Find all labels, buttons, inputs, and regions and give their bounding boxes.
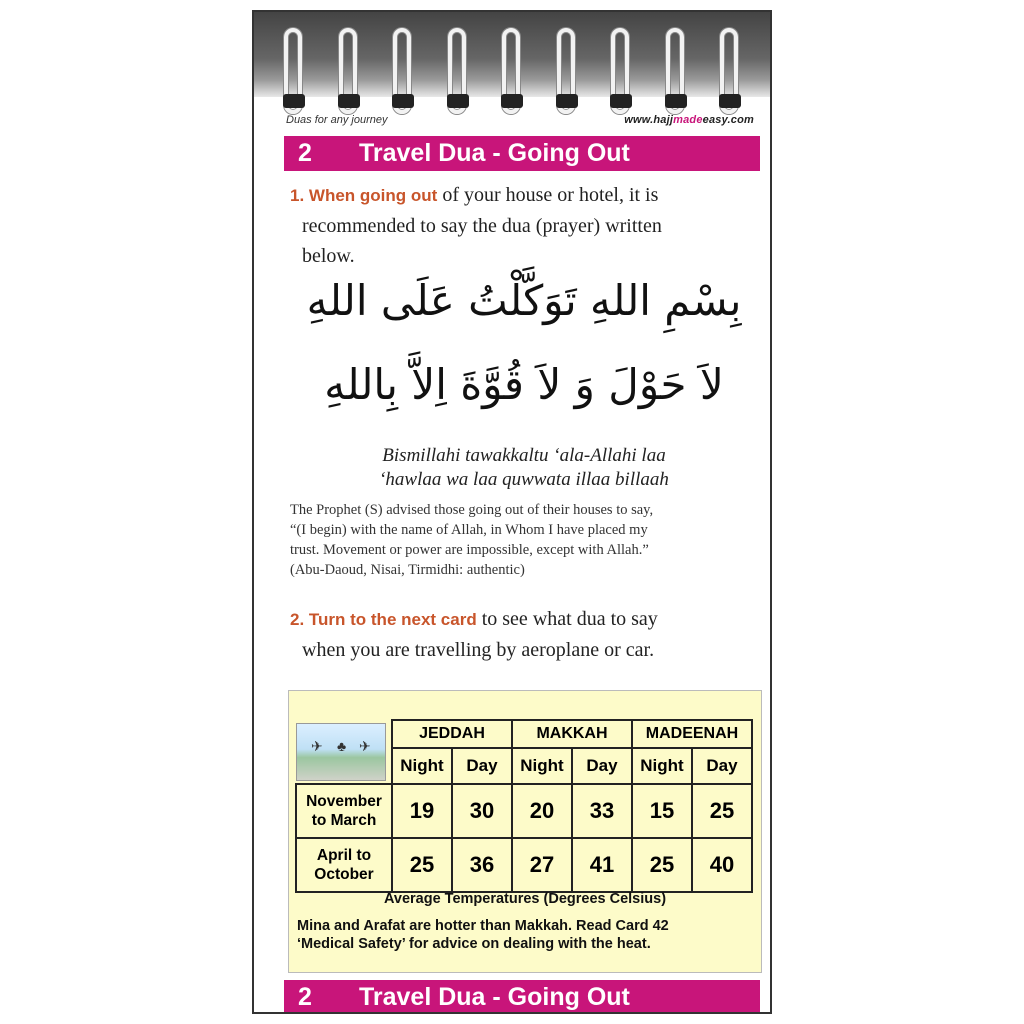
airport-photo: ✈ ♣ ✈ bbox=[296, 723, 386, 781]
day-header: Day bbox=[452, 748, 512, 784]
website-prefix: www.hajj bbox=[624, 114, 674, 126]
temperature-value: 36 bbox=[452, 838, 512, 892]
day-header: Day bbox=[692, 748, 752, 784]
step-1-text-1: of your house or hotel, it is bbox=[442, 184, 659, 206]
binding-ring bbox=[553, 28, 581, 114]
dua-arabic-line-1: بِسْمِ اللهِ تَوَكَّلْتُ عَلَى اللهِ bbox=[306, 276, 742, 325]
flip-card bbox=[252, 10, 772, 1014]
period-cell: November to March bbox=[296, 784, 392, 838]
binding-ring bbox=[716, 28, 744, 114]
day-header: Day bbox=[572, 748, 632, 784]
period-cell: April to October bbox=[296, 838, 392, 892]
step-1 bbox=[290, 180, 770, 271]
website-suffix: easy.com bbox=[702, 114, 754, 126]
binding-ring bbox=[335, 28, 363, 114]
night-header: Night bbox=[512, 748, 572, 784]
title-banner-top bbox=[284, 136, 760, 171]
step-2-text-1: to see what dua to say bbox=[481, 608, 658, 630]
temperature-value: 15 bbox=[632, 784, 692, 838]
heat-note bbox=[297, 917, 757, 953]
step-2-text-2: when you are travelling by aeroplane or car. bbox=[302, 639, 655, 661]
dua-translit-line-2: ‘hawlaa wa laa quwwata illaa billaah bbox=[379, 469, 669, 490]
city-header-jeddah: JEDDAH bbox=[392, 720, 512, 748]
temperature-value: 19 bbox=[392, 784, 452, 838]
city-header-madeenah: MADEENAH bbox=[632, 720, 752, 748]
hadith-line-3: trust. Movement or power are impossible, except with Allah.” bbox=[290, 542, 649, 558]
temperature-value: 30 bbox=[452, 784, 512, 838]
temperature-value: 25 bbox=[692, 784, 752, 838]
table-row bbox=[296, 838, 752, 892]
dua-translit-line-1: Bismillahi tawakkaltu ‘ala-Allahi laa bbox=[382, 445, 666, 466]
website-accent: made bbox=[673, 114, 703, 126]
website-url[interactable] bbox=[624, 114, 754, 126]
temperature-info-box bbox=[288, 690, 762, 973]
step-1-text-3: below. bbox=[302, 245, 355, 267]
binding-ring bbox=[444, 28, 472, 114]
temperature-value: 27 bbox=[512, 838, 572, 892]
step-2-highlight: 2. Turn to the next card bbox=[290, 610, 477, 629]
hadith-text bbox=[290, 500, 764, 580]
dua-transliteration bbox=[294, 444, 754, 492]
temperature-value: 41 bbox=[572, 838, 632, 892]
binding-ring bbox=[280, 28, 308, 114]
table-caption: Average Temperatures (Degrees Celsius) bbox=[383, 891, 667, 907]
binding-ring bbox=[498, 28, 526, 114]
card-subtitle: Duas for any journey bbox=[286, 114, 388, 126]
binding-ring bbox=[662, 28, 690, 114]
night-header: Night bbox=[392, 748, 452, 784]
dua-arabic-line-2: لاَ حَوْلَ وَ لاَ قُوَّةَ اِلاَّ بِاللهِ bbox=[324, 360, 724, 409]
binding-ring bbox=[607, 28, 635, 114]
step-1-highlight: 1. When going out bbox=[290, 186, 438, 205]
temperature-value: 33 bbox=[572, 784, 632, 838]
hadith-line-2: “(I begin) with the name of Allah, in Whom I have placed my bbox=[290, 522, 648, 538]
binding-ring bbox=[389, 28, 417, 114]
heat-note-line-1: Mina and Arafat are hotter than Makkah. Read Card 42 bbox=[297, 918, 669, 934]
card-number: 2 bbox=[298, 139, 312, 167]
temperature-value: 25 bbox=[632, 838, 692, 892]
hadith-line-1: The Prophet (S) advised those going out of their houses to say, bbox=[290, 502, 654, 518]
step-2 bbox=[290, 604, 770, 665]
step-1-text-2: recommended to say the dua (prayer) written bbox=[302, 215, 662, 237]
card-title: Travel Dua - Going Out bbox=[359, 139, 630, 167]
binding-rings bbox=[280, 28, 744, 116]
night-header: Night bbox=[632, 748, 692, 784]
temperature-table bbox=[295, 719, 753, 893]
table-row bbox=[296, 784, 752, 838]
temperature-value: 20 bbox=[512, 784, 572, 838]
city-header-makkah: MAKKAH bbox=[512, 720, 632, 748]
temperature-value: 25 bbox=[392, 838, 452, 892]
hadith-line-4: (Abu-Daoud, Nisai, Tirmidhi: authentic) bbox=[290, 562, 525, 578]
card-number: 2 bbox=[298, 983, 312, 1011]
temperature-value: 40 bbox=[692, 838, 752, 892]
title-banner-bottom bbox=[284, 980, 760, 1014]
heat-note-line-2: ‘Medical Safety’ for advice on dealing with the heat. bbox=[297, 936, 651, 952]
table-corner bbox=[296, 720, 392, 784]
card-title: Travel Dua - Going Out bbox=[359, 983, 630, 1011]
